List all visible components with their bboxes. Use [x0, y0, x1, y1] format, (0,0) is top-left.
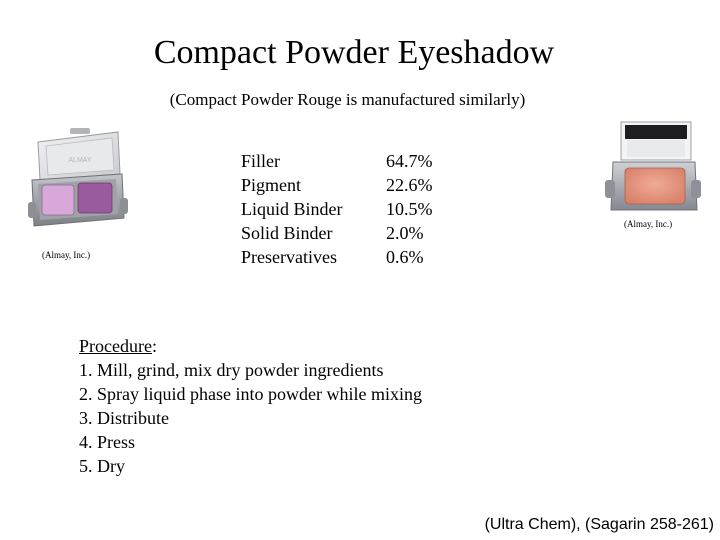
ingredient-name: Pigment [241, 175, 302, 195]
source-citation: (Ultra Chem), (Sagarin 258-261) [484, 516, 714, 533]
ingredient-names [241, 149, 343, 269]
eyeshadow-compact-illustration [26, 118, 130, 248]
procedure-heading [79, 334, 422, 358]
procedure-step: 5. Dry [79, 456, 125, 476]
procedure-step: 1. Mill, grind, mix dry powder ingredients [79, 360, 384, 380]
ingredient-name: Solid Binder [241, 223, 333, 243]
blush-pan [625, 168, 685, 204]
procedure-step: 2. Spray liquid phase into powder while mixing [79, 384, 422, 404]
rouge-compact-image [603, 120, 703, 216]
ingredient-percent: 0.6% [386, 247, 424, 267]
eyeshadow-pan-dark [78, 183, 112, 213]
left-image-caption: (Almay, Inc.) [42, 250, 91, 260]
eyeshadow-compact-image [26, 118, 130, 248]
procedure-heading-label: Procedure [79, 336, 152, 356]
page-subtitle: (Compact Powder Rouge is manufactured similarly) [169, 90, 526, 109]
right-image-caption: (Almay, Inc.) [624, 219, 673, 229]
eyeshadow-pan-light [42, 185, 74, 215]
ingredient-percent: 64.7% [386, 151, 433, 171]
ingredient-name: Liquid Binder [241, 199, 343, 219]
ingredient-name: Preservatives [241, 247, 337, 267]
ingredient-percent: 2.0% [386, 223, 424, 243]
ingredient-percent: 22.6% [386, 175, 433, 195]
lid-brand-text: ALMAY [68, 157, 92, 164]
procedure-heading-colon: : [151, 336, 157, 356]
page-title: Compact Powder Eyeshadow [153, 34, 555, 71]
rouge-compact-illustration [603, 120, 703, 216]
ingredient-name: Filler [241, 151, 280, 171]
procedure-step: 4. Press [79, 432, 136, 452]
ingredient-percent: 10.5% [386, 199, 433, 219]
procedure-step: 3. Distribute [79, 408, 169, 428]
procedure-section [79, 334, 422, 478]
ingredient-percents [386, 149, 433, 269]
